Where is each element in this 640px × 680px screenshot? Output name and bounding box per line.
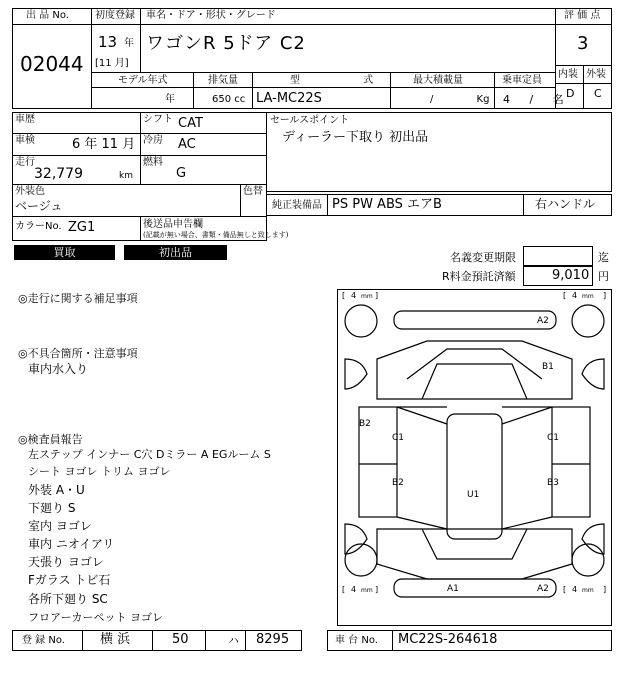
recycle-value: 9,010 bbox=[552, 268, 590, 283]
svg-text:]: ] bbox=[603, 291, 607, 300]
inspector-line: 外装 A・U bbox=[28, 483, 85, 497]
inspector-line: 天張り ヨゴレ bbox=[28, 555, 104, 569]
inspector-title: ◎検査員報告 bbox=[18, 433, 83, 446]
inspector-line: 室内 ヨゴレ bbox=[28, 519, 92, 533]
ac-value: AC bbox=[178, 137, 196, 152]
fuel-value: G bbox=[176, 166, 187, 181]
tire-depth-label bbox=[563, 585, 606, 594]
damage-mark: U1 bbox=[467, 490, 480, 500]
shipping-label: 後送品申告欄 bbox=[143, 219, 203, 230]
capacity-label: 乗車定員 bbox=[502, 75, 542, 86]
svg-text:[: [ bbox=[563, 291, 567, 300]
sales-point-label: セールスポイント bbox=[270, 115, 350, 126]
rear-bumper bbox=[394, 579, 556, 597]
score-value: 3 bbox=[577, 33, 589, 54]
recycle-label: R料金預託済額 bbox=[442, 270, 516, 283]
shuppin-button[interactable]: 初出品 bbox=[124, 245, 227, 260]
tire-depth-label bbox=[342, 585, 378, 594]
name-change-field bbox=[523, 246, 593, 266]
model-year-unit: 年 bbox=[165, 94, 175, 105]
reg-kana: ハ bbox=[228, 634, 239, 647]
svg-text:4: 4 bbox=[572, 585, 578, 594]
equipment-label: 純正装備品 bbox=[272, 200, 322, 211]
damage-mark: B1 bbox=[542, 362, 554, 372]
year-unit: 年 bbox=[124, 38, 134, 49]
inspection-label: 車検 bbox=[15, 135, 35, 146]
color-no-label: カラーNo. bbox=[15, 221, 62, 232]
name-change-label: 名義変更期限 bbox=[450, 251, 516, 264]
interior-label: 内装 bbox=[558, 69, 578, 80]
inspector-line: 左ステップ インナー C穴 Dミラー A EGルーム S bbox=[28, 448, 271, 461]
inspector-line: 下廻り S bbox=[28, 501, 76, 515]
damage-mark: B3 bbox=[547, 478, 559, 488]
lot-number: 02044 bbox=[20, 52, 84, 76]
ac-label: 冷房 bbox=[143, 135, 163, 146]
svg-text:]: ] bbox=[375, 585, 379, 594]
driving-title: ◎走行に関する補足事項 bbox=[18, 292, 138, 305]
interior-grade: D bbox=[566, 87, 575, 100]
svg-text:mm: mm bbox=[361, 293, 373, 300]
defect-line: 車内水入り bbox=[28, 362, 89, 376]
tire-icon bbox=[345, 544, 377, 576]
tire-depth-label bbox=[342, 291, 378, 300]
damage-mark: A1 bbox=[447, 584, 459, 594]
handle-value: 右ハンドル bbox=[535, 197, 596, 211]
car-name-label: 車名・ドア・形状・グレード bbox=[146, 10, 276, 21]
score-label: 評 価 点 bbox=[564, 10, 601, 21]
inspection-value: 6 年 11 月 bbox=[72, 137, 136, 152]
color-no-value: ZG1 bbox=[68, 220, 96, 235]
name-change-unit: 迄 bbox=[598, 251, 609, 264]
history-label: 車歴 bbox=[15, 114, 35, 125]
chassis-value: MC22S-264618 bbox=[398, 632, 498, 647]
exterior-label: 外装 bbox=[586, 69, 606, 80]
damage-mark: B2 bbox=[359, 419, 371, 429]
fuel-label: 燃料 bbox=[143, 157, 163, 168]
tire-icon bbox=[572, 305, 604, 337]
capacity: 4 / 名 bbox=[503, 93, 564, 106]
mileage-unit: km bbox=[119, 171, 133, 181]
sales-point-text: ディーラー下取り 初出品 bbox=[282, 130, 429, 145]
reg-class: 50 bbox=[172, 632, 189, 647]
svg-text:mm: mm bbox=[361, 587, 373, 594]
svg-text:[: [ bbox=[563, 585, 567, 594]
svg-text:4: 4 bbox=[351, 585, 357, 594]
damage-mark: A2 bbox=[537, 584, 549, 594]
first-reg-month: [11 月] bbox=[95, 58, 129, 69]
first-reg-label: 初度登録 bbox=[95, 10, 135, 21]
svg-text:mm: mm bbox=[582, 587, 594, 594]
front-bumper bbox=[394, 311, 556, 329]
displacement: 650 cc bbox=[212, 94, 246, 105]
inspector-line: Fガラス トビ石 bbox=[28, 573, 111, 587]
roof bbox=[447, 414, 502, 539]
lot-label: 出 品 No. bbox=[26, 10, 69, 21]
recycle-unit: 円 bbox=[598, 270, 609, 283]
model-year-label: モデル年式 bbox=[118, 75, 168, 86]
reg-label: 登 録 No. bbox=[22, 635, 65, 646]
car-damage-diagram bbox=[337, 289, 612, 626]
svg-text:4: 4 bbox=[351, 291, 357, 300]
svg-text:]: ] bbox=[375, 291, 379, 300]
reg-number: 8295 bbox=[256, 632, 290, 647]
mileage-label: 走行 bbox=[15, 157, 35, 168]
shipping-note: (記載が無い場合、書類・備品無しと致します) bbox=[143, 231, 289, 239]
tire-icon bbox=[345, 305, 377, 337]
max-load: / Kg bbox=[430, 94, 490, 105]
damage-mark: C1 bbox=[392, 433, 405, 443]
color-label: 外装色 bbox=[15, 186, 45, 197]
svg-text:]: ] bbox=[603, 585, 607, 594]
type-code: LA-MC22S bbox=[256, 91, 322, 106]
svg-text:[: [ bbox=[342, 291, 346, 300]
exterior-grade: C bbox=[594, 87, 602, 100]
damage-mark: B2 bbox=[392, 478, 404, 488]
tire-icon bbox=[572, 544, 604, 576]
color-change-label: 色替 bbox=[243, 186, 263, 197]
svg-text:[: [ bbox=[342, 585, 346, 594]
max-load-label: 最大積載量 bbox=[413, 75, 463, 86]
kaitori-button[interactable]: 買取 bbox=[14, 245, 115, 260]
mileage-value: 32,779 bbox=[34, 166, 83, 182]
damage-mark: A2 bbox=[537, 316, 549, 326]
type-label: 型 式 bbox=[290, 75, 404, 86]
shift-label: シフト bbox=[143, 114, 173, 125]
svg-text:4: 4 bbox=[572, 291, 578, 300]
inspector-line: 車内 ニオイアリ bbox=[28, 537, 115, 551]
color-value: ベージュ bbox=[15, 199, 63, 213]
inspector-line: シート ヨゴレ トリム ヨゴレ bbox=[28, 465, 171, 478]
reg-place: 横 浜 bbox=[100, 632, 131, 647]
inspector-line: 各所下廻り SC bbox=[28, 592, 108, 606]
car-name: ワゴンR 5ドア C2 bbox=[146, 33, 306, 54]
first-reg-year: 13 bbox=[98, 33, 118, 51]
chassis-label: 車 台 No. bbox=[335, 635, 378, 646]
svg-text:mm: mm bbox=[582, 293, 594, 300]
inspector-line: フロアーカーペット ヨゴレ bbox=[28, 611, 163, 624]
equipment-items: PS PW ABS エアB bbox=[332, 197, 442, 212]
defects-title: ◎不具合箇所・注意事項 bbox=[18, 347, 138, 360]
tire-depth-label bbox=[563, 291, 606, 300]
shift-value: CAT bbox=[178, 116, 203, 131]
displacement-label: 排気量 bbox=[208, 75, 238, 86]
damage-mark: C1 bbox=[547, 433, 560, 443]
